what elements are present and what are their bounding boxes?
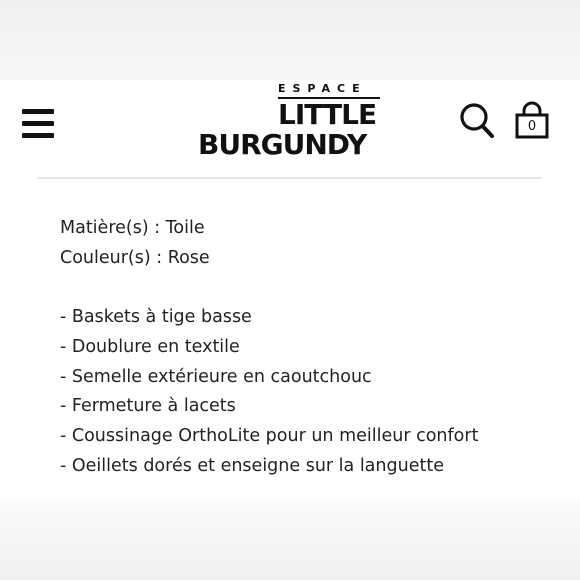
header-divider <box>38 177 542 179</box>
site-header <box>0 80 580 178</box>
product-page <box>0 80 580 500</box>
feature-item: - Semelle extérieure en caoutchouc <box>60 366 372 387</box>
menu-icon <box>22 109 54 138</box>
feature-item: - Oeillets dorés et enseigne sur la languette <box>60 455 444 476</box>
menu-button[interactable] <box>22 109 54 139</box>
top-background <box>0 0 580 80</box>
cart-button[interactable] <box>513 100 551 140</box>
product-details <box>60 214 560 481</box>
bottom-background <box>0 500 580 580</box>
search-icon <box>458 101 496 141</box>
logo-espace: ESPACE <box>278 82 367 95</box>
logo-burgundy: BURGUNDY <box>198 128 367 161</box>
material-line: Matière(s) : Toile <box>60 218 205 238</box>
cart-count: 0 <box>527 119 537 134</box>
feature-item: - Baskets à tige basse <box>60 307 252 328</box>
logo[interactable] <box>198 82 382 162</box>
feature-item: - Fermeture à lacets <box>60 396 236 417</box>
feature-item: - Doublure en textile <box>60 336 240 357</box>
search-button[interactable] <box>458 101 496 141</box>
color-line: Couleur(s) : Rose <box>60 247 210 268</box>
logo-little: LITTLE <box>278 98 377 131</box>
feature-item: - Coussinage OrthoLite pour un meilleur confort <box>60 425 479 446</box>
